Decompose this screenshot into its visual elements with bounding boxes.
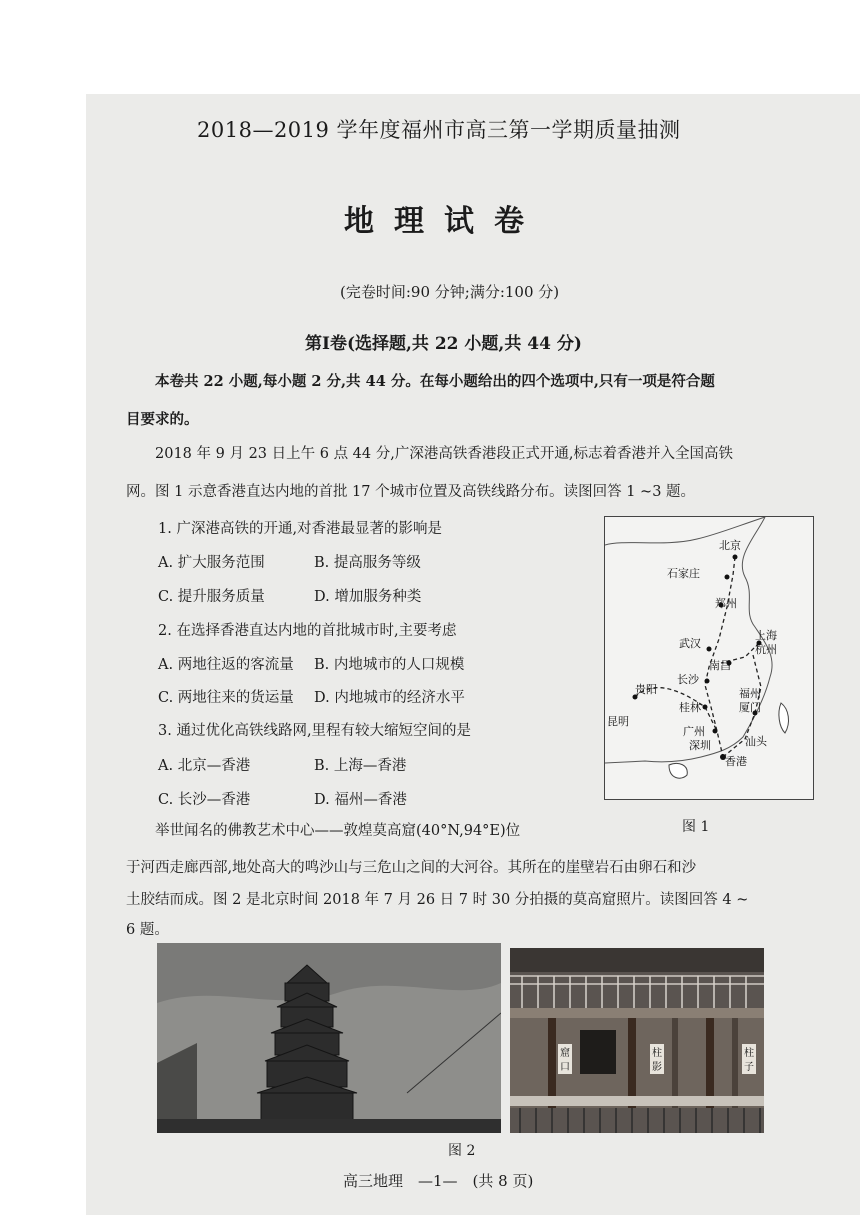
taiwan-island <box>779 703 789 733</box>
changsha-dot <box>705 679 710 684</box>
question-3-option-d: D. 福州—香港 <box>314 792 407 808</box>
passage2-line-2: 于河西走廊西部,地处高大的鸣沙山与三危山之间的大河谷。其所在的崖壁岩石由卵石和沙 <box>126 860 697 876</box>
question-1-stem: 1. 广深港高铁的开通,对香港最显著的影响是 <box>158 521 443 537</box>
figure-1-caption: 图 1 <box>682 819 710 835</box>
rail-map-svg <box>605 517 813 799</box>
question-2-option-d: D. 内地城市的经济水平 <box>314 690 465 706</box>
pillar-detail-svg <box>510 948 764 1133</box>
city-wuhan: 武汉 <box>679 637 701 650</box>
label-cave-2: 口 <box>560 1062 570 1073</box>
city-hongkong: 香港 <box>725 755 747 768</box>
exam-title: 2018—2019 学年度福州市高三第一学期质量抽测 <box>197 118 681 142</box>
guangzhou-dot <box>713 729 718 734</box>
question-1-option-d: D. 增加服务种类 <box>314 589 422 605</box>
figure-2-photo-detail <box>510 948 764 1133</box>
intro-line-1: 本卷共 22 小题,每小题 2 分,共 44 分。在每小题给出的四个选项中,只有一项是符合题 <box>155 373 715 390</box>
question-2-option-a: A. 两地往返的客流量 <box>158 657 294 673</box>
city-xiamen: 厦门 <box>739 701 761 714</box>
time-info: (完卷时间:90 分钟;满分:100 分) <box>340 283 560 301</box>
question-3-stem: 3. 通过优化高铁线路网,里程有较大缩短空间的是 <box>158 723 472 739</box>
passage2-line-3: 土胶结而成。图 2 是北京时间 2018 年 7 月 26 日 7 时 30 分拍摄的莫高窟照片。读图回答 4 ~ <box>126 892 749 908</box>
section-heading: 第Ⅰ卷(选择题,共 22 小题,共 44 分) <box>305 334 582 354</box>
figure-1-map <box>604 516 814 800</box>
subject-title: 地理试卷 <box>344 204 544 239</box>
city-hangzhou: 杭州 <box>755 643 777 656</box>
question-3-option-a: A. 北京—香港 <box>158 758 251 774</box>
city-guangzhou: 广州 <box>683 725 705 738</box>
label-pillar-2: 子 <box>744 1062 754 1073</box>
city-changsha: 长沙 <box>677 673 699 686</box>
north-border <box>605 517 765 545</box>
city-shantou: 汕头 <box>745 735 767 748</box>
page-footer: 高三地理 —1— (共 8 页) <box>343 1172 534 1190</box>
city-kunming: 昆明 <box>607 715 629 728</box>
question-1-option-b: B. 提高服务等级 <box>314 555 421 571</box>
question-2-stem: 2. 在选择香港直达内地的首批城市时,主要考虑 <box>158 623 457 639</box>
label-cave-1: 窟 <box>560 1048 570 1059</box>
figure-2-caption: 图 2 <box>448 1143 476 1159</box>
question-3-option-c: C. 长沙—香港 <box>158 792 251 808</box>
label-pillar-1: 柱 <box>744 1048 754 1059</box>
figure-2-photo-mogao <box>157 943 501 1133</box>
passage1-line-1: 2018 年 9 月 23 日上午 6 点 44 分,广深港高铁香港段正式开通,标志着香港并入全国高铁 <box>155 446 733 462</box>
wuhan-dot <box>707 647 712 652</box>
city-shenzhen: 深圳 <box>689 739 711 752</box>
hainan-island <box>669 763 687 778</box>
question-3-option-b: B. 上海—香港 <box>314 758 407 774</box>
label-shadow-1: 柱 <box>652 1048 662 1059</box>
city-nanchang: 南昌 <box>709 659 731 672</box>
label-shadow-2: 影 <box>652 1062 662 1073</box>
city-guiyang: 贵阳 <box>635 683 657 696</box>
guilin-dot <box>703 705 708 710</box>
question-1-option-a: A. 扩大服务范围 <box>158 555 265 571</box>
city-guilin: 桂林 <box>679 701 701 714</box>
city-shanghai: 上海 <box>755 629 777 642</box>
city-beijing: 北京 <box>719 539 741 552</box>
mogao-pagoda-svg <box>157 943 501 1133</box>
shijiazhuang-dot <box>725 575 730 580</box>
city-fuzhou: 福州 <box>739 687 761 700</box>
question-2-option-c: C. 两地往来的货运量 <box>158 690 294 706</box>
passage2-line-4: 6 题。 <box>126 922 169 938</box>
passage1-line-2: 网。图 1 示意香港直达内地的首批 17 个城市位置及高铁线路分布。读图回答 1 ~3 题。 <box>126 484 696 500</box>
passage2-line-1: 举世闻名的佛教艺术中心——敦煌莫高窟(40°N,94°E)位 <box>155 823 521 839</box>
question-1-option-c: C. 提升服务质量 <box>158 589 265 605</box>
city-shijiazhuang: 石家庄 <box>667 567 700 580</box>
city-zhengzhou: 郑州 <box>715 597 737 610</box>
beijing-hk-rail <box>705 557 735 757</box>
intro-line-2: 目要求的。 <box>126 411 199 428</box>
beijing-dot <box>733 555 738 560</box>
question-2-option-b: B. 内地城市的人口规模 <box>314 657 465 673</box>
